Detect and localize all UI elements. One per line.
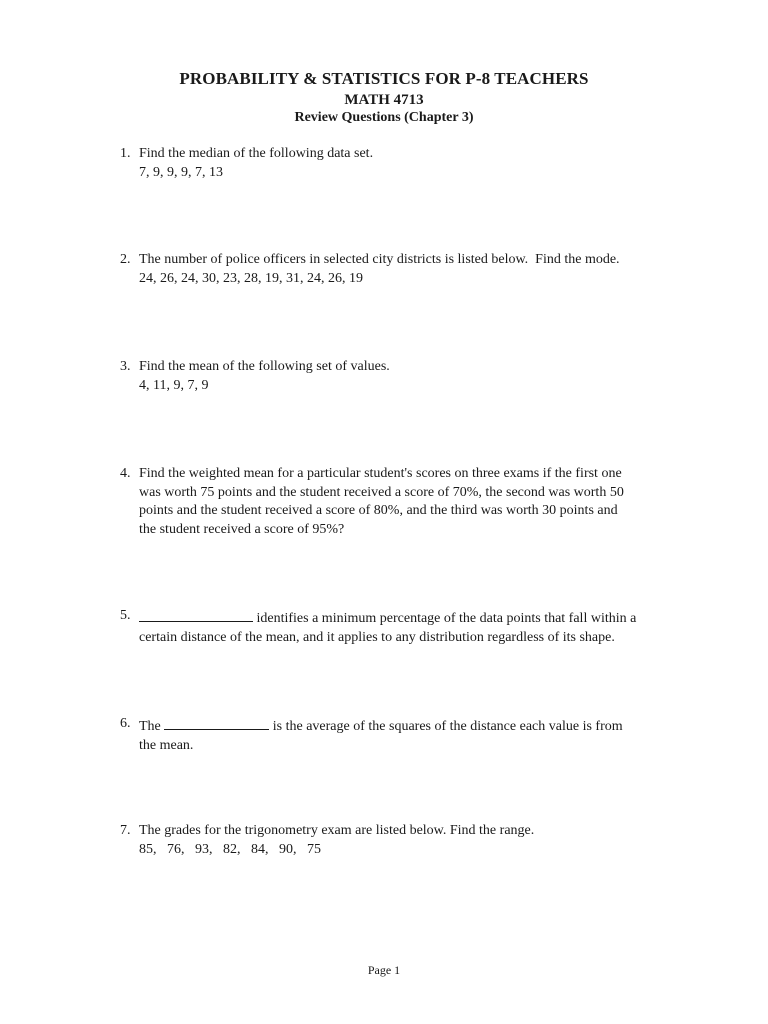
question-text: is the average of the squares of the distance each value is from [269, 719, 623, 734]
question-number: 2. [120, 252, 131, 267]
question-text-line: the mean. [139, 737, 194, 753]
question-number: 5. [120, 608, 131, 623]
question-text-line: was worth 75 points and the student received a score of 70%, the second was worth 50 [139, 484, 624, 500]
question-text-line [139, 715, 680, 737]
question-text: identifies a minimum percentage of the data points that fall within a [253, 611, 637, 626]
question-text-line [139, 607, 680, 629]
question-number: 3. [120, 359, 131, 374]
question-7 [120, 822, 680, 859]
question-text-line: Find the weighted mean for a particular student's scores on three exams if the first one [139, 466, 622, 481]
question-4 [120, 465, 680, 539]
question-data: 85, 76, 93, 82, 84, 90, 75 [139, 841, 321, 857]
question-text-line: the student received a score of 95%? [139, 521, 345, 537]
question-text: The grades for the trigonometry exam are listed below. Find the range. [139, 823, 535, 838]
question-number: 6. [120, 716, 131, 731]
question-6 [120, 715, 680, 755]
question-data: 24, 26, 24, 30, 23, 28, 19, 31, 24, 26, 19 [139, 270, 363, 286]
document-subtitle: Review Questions (Chapter 3) [294, 110, 474, 125]
question-text-line: points and the student received a score of 80%, and the third was worth 30 points and [139, 503, 618, 518]
question-number: 1. [120, 146, 131, 161]
question-1 [120, 145, 680, 182]
page-number: Page 1 [367, 963, 401, 977]
question-text: Find the mean of the following set of values. [139, 359, 390, 374]
question-5 [120, 607, 680, 647]
question-text: The number of police officers in selected city districts is listed below. Find the mode. [139, 252, 620, 267]
question-text: The [139, 719, 165, 734]
course-number: MATH 4713 [344, 92, 424, 108]
question-text: Find the median of the following data set. [139, 146, 374, 161]
question-text-line: certain distance of the mean, and it applies to any distribution regardless of its shape. [139, 629, 615, 645]
answer-blank [139, 607, 253, 622]
answer-blank [164, 715, 269, 730]
document-title: PROBABILITY & STATISTICS FOR P-8 TEACHERS [179, 69, 589, 88]
question-3 [120, 358, 680, 395]
question-data: 7, 9, 9, 9, 7, 13 [139, 164, 223, 180]
question-2 [120, 251, 680, 288]
question-number: 7. [120, 823, 131, 838]
question-number: 4. [120, 466, 131, 481]
question-data: 4, 11, 9, 7, 9 [139, 377, 209, 393]
